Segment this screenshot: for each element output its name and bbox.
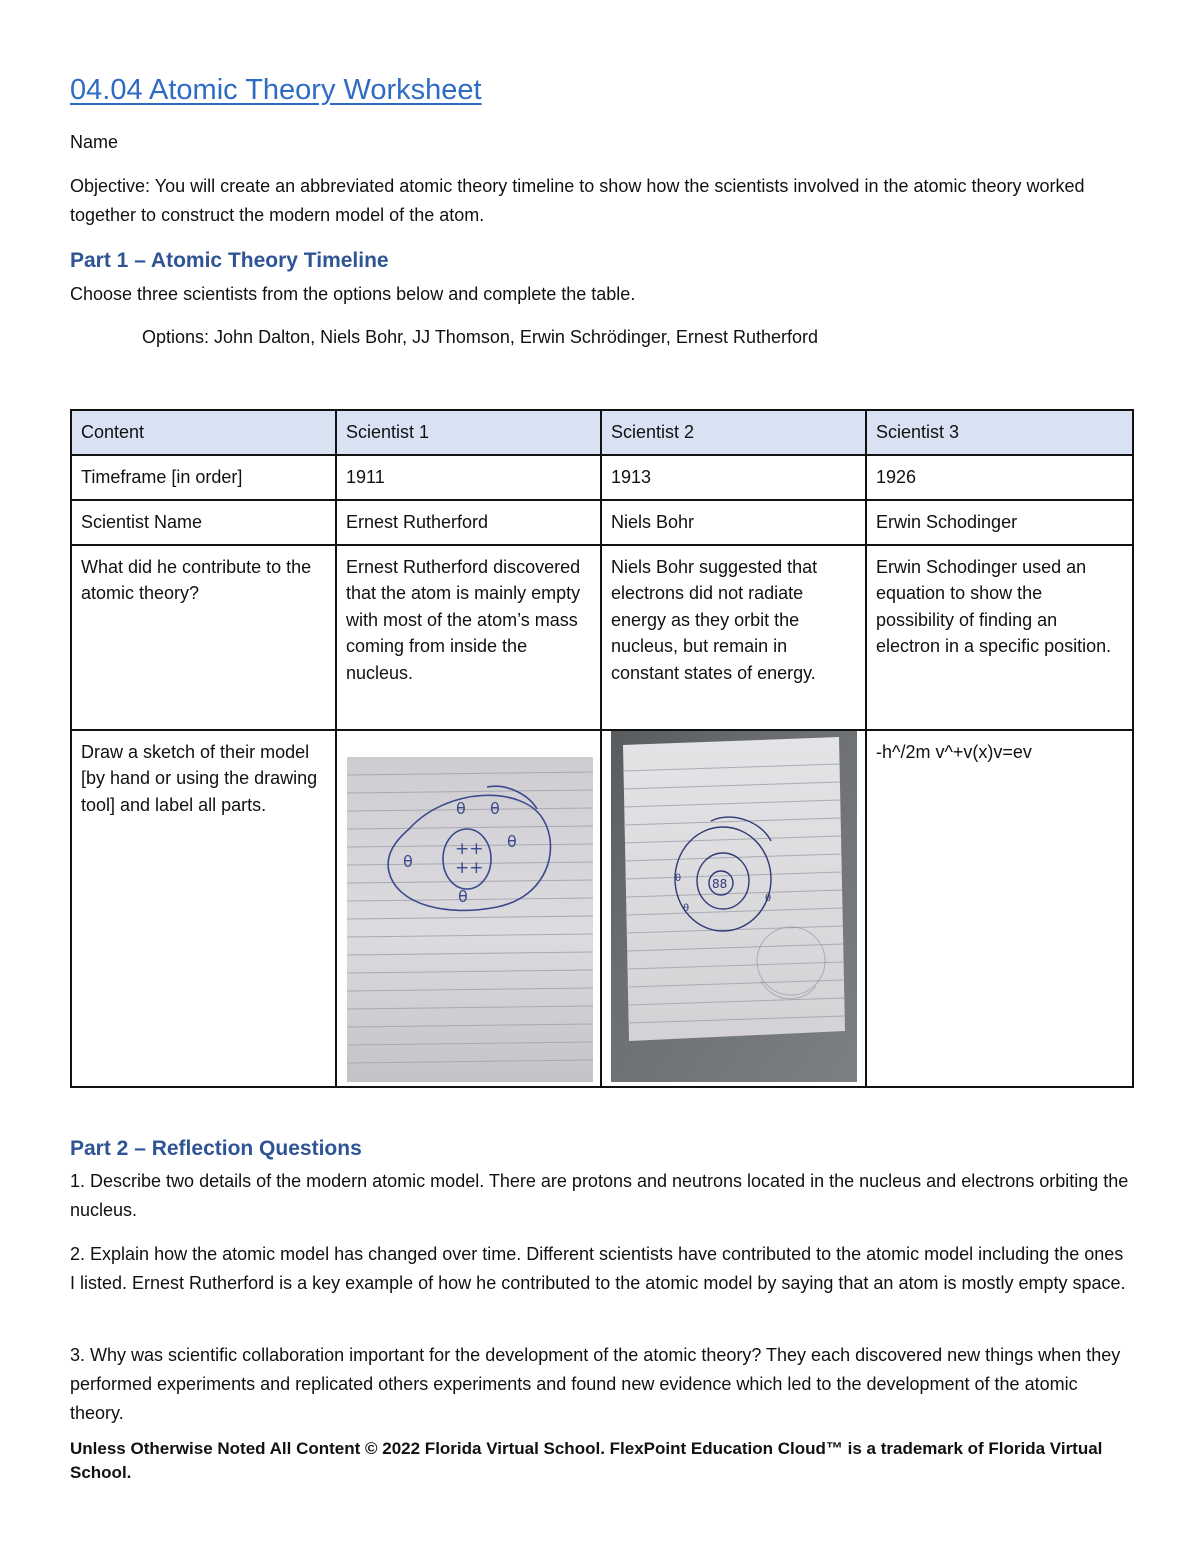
- table-row-sketch: [71, 730, 1133, 1088]
- question-number: 3.: [70, 1345, 86, 1365]
- table-header-row: [71, 410, 1133, 455]
- contribution-scientist-3[interactable]: Erwin Schodinger used an equation to show the possibility of finding an electron in a specific position.: [866, 545, 1133, 730]
- timeframe-scientist-1[interactable]: 1911: [336, 455, 601, 500]
- question-3: [70, 1341, 1132, 1428]
- question-text[interactable]: Why was scientific collaboration important for the development of the atomic theory? They each discovered new things when they performed experiments and replicated others experiments and found new evidence which led to the development of the atomic theory.: [70, 1345, 1121, 1423]
- electron-mark: θ: [456, 799, 466, 818]
- table-row-name: [71, 500, 1133, 545]
- header-content: Content: [71, 410, 336, 455]
- table-row-contribution: [71, 545, 1133, 730]
- page-title[interactable]: 04.04 Atomic Theory Worksheet: [70, 74, 482, 106]
- objective: [70, 172, 1140, 230]
- row-label-timeframe: Timeframe [in order]: [71, 455, 336, 500]
- contribution-scientist-2[interactable]: Niels Bohr suggested that electrons did not radiate energy as they orbit the nucleus, but remain in constant states of energy.: [601, 545, 866, 730]
- electron-mark: θ: [675, 873, 682, 884]
- name-scientist-2[interactable]: Niels Bohr: [601, 500, 866, 545]
- contribution-scientist-1[interactable]: Ernest Rutherford discovered that the atom is mainly empty with most of the atom’s mass coming from inside the nucleus.: [336, 545, 601, 730]
- question-number: 2.: [70, 1244, 86, 1264]
- sketch-scientist-3[interactable]: -h^/2m v^+v(x)v=ev: [866, 730, 1133, 1088]
- part1-heading: Part 1 – Atomic Theory Timeline: [70, 249, 389, 272]
- header-scientist-1: Scientist 1: [336, 410, 601, 455]
- objective-label: Objective:: [70, 176, 151, 196]
- row-label-name: Scientist Name: [71, 500, 336, 545]
- question-number: 1.: [70, 1171, 86, 1191]
- rutherford-sketch-photo: [347, 757, 593, 1082]
- timeline-table: [70, 409, 1134, 1088]
- proton-mark: ++: [455, 839, 484, 859]
- row-label-sketch: Draw a sketch of their model [by hand or using the drawing tool] and label all parts.: [71, 730, 336, 1088]
- bohr-sketch-photo: [611, 731, 857, 1082]
- paper-background: [347, 757, 593, 1082]
- header-scientist-2: Scientist 2: [601, 410, 866, 455]
- name-label: Name: [70, 132, 119, 152]
- header-scientist-3: Scientist 3: [866, 410, 1133, 455]
- electron-mark: θ: [683, 903, 690, 914]
- nucleus-mark: 88: [712, 877, 728, 891]
- row-label-contribution: What did he contribute to the atomic theory?: [71, 545, 336, 730]
- table-row-timeframe: [71, 455, 1133, 500]
- part2-heading: Part 2 – Reflection Questions: [70, 1137, 362, 1160]
- electron-mark: θ: [403, 852, 413, 871]
- question-2: [70, 1240, 1132, 1298]
- objective-text: You will create an abbreviated atomic theory timeline to show how the scientists involved in the atomic theory worked together to construct the modern model of the atom.: [70, 176, 1085, 225]
- question-1: [70, 1167, 1132, 1225]
- part1-instruction: Choose three scientists from the options below and complete the table.: [70, 284, 636, 304]
- electron-mark: θ: [765, 893, 772, 904]
- electron-mark: θ: [507, 832, 517, 851]
- question-text[interactable]: Describe two details of the modern atomic model. There are protons and neutrons located in the nucleus and electrons orbiting the nucleus.: [70, 1171, 1129, 1220]
- electron-mark: θ: [458, 887, 468, 906]
- proton-mark: ++: [455, 858, 484, 878]
- name-scientist-1[interactable]: Ernest Rutherford: [336, 500, 601, 545]
- name-scientist-3[interactable]: Erwin Schodinger: [866, 500, 1133, 545]
- scientist-options: Options: John Dalton, Niels Bohr, JJ Thomson, Erwin Schrödinger, Ernest Rutherford: [142, 327, 818, 347]
- copyright-footer: Unless Otherwise Noted All Content © 2022 Florida Virtual School. FlexPoint Education Cloud™ is a trademark of Florida Virtual School.: [70, 1439, 1103, 1482]
- question-text[interactable]: Explain how the atomic model has changed over time. Different scientists have contributed to the atomic model including the ones I listed. Ernest Rutherford is a key example of how he contributed to the atomic model by saying that an atom is mostly empty space.: [70, 1244, 1126, 1293]
- electron-mark: θ: [490, 799, 500, 818]
- timeframe-scientist-3[interactable]: 1926: [866, 455, 1133, 500]
- timeframe-scientist-2[interactable]: 1913: [601, 455, 866, 500]
